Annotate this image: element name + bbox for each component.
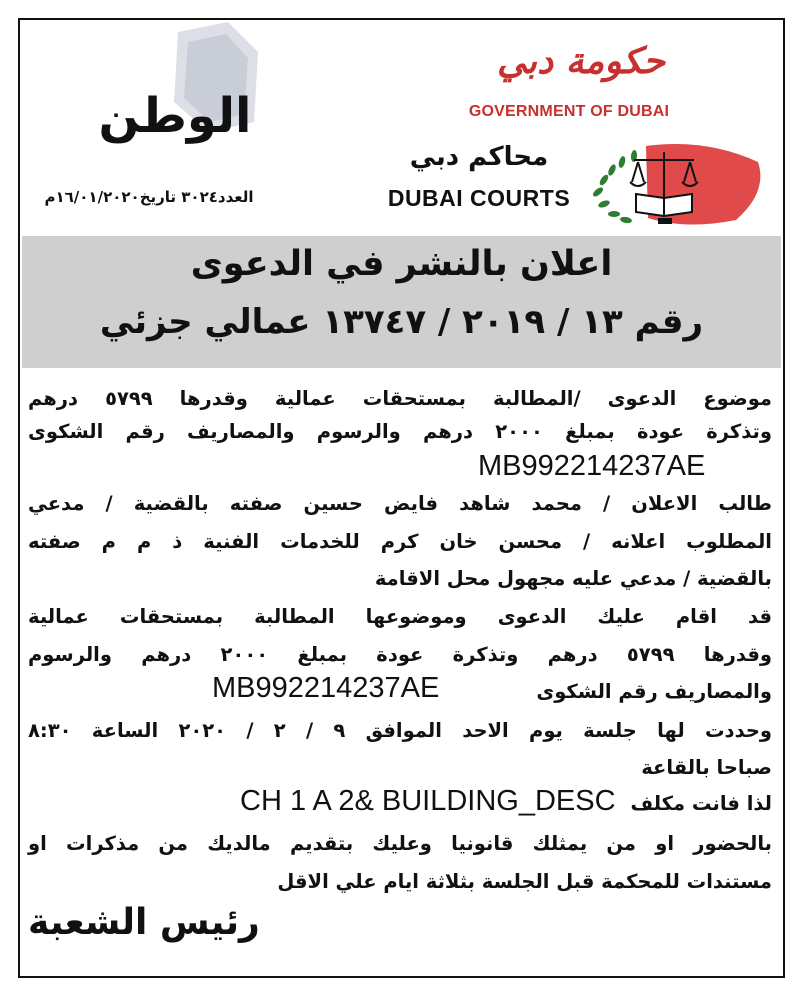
court-hall: CH 1 A 2& BUILDING_DESC bbox=[240, 785, 616, 817]
body-line-claim: قد اقام عليك الدعوى وموضوعها المطالبة بمستحقات عمالية bbox=[28, 605, 772, 628]
body-line-notice: لذا فانت مكلف bbox=[630, 792, 772, 815]
newspaper-issue-date: العدد٣٠٢٤ تاريخ١٦/٠١/٢٠٢٠م bbox=[44, 188, 254, 206]
body-line-documents: مستندات للمحكمة قبل الجلسة بثلاثة ايام علي الاقل bbox=[277, 870, 772, 893]
government-logo-english: GOVERNMENT OF DUBAI bbox=[468, 103, 670, 120]
body-line-defendant: المطلوب اعلانه / محسن خان كرم للخدمات الفنية ذ م م صفته bbox=[28, 530, 772, 553]
government-logo-arabic: حكومة دبي bbox=[497, 40, 665, 82]
body-line-plaintiff: طالب الاعلان / محمد شاهد فايض حسين صفته بالقضية / مدعي bbox=[28, 492, 772, 515]
announcement-title: اعلان بالنشر في الدعوى bbox=[190, 244, 613, 284]
body-line-subject: موضوع الدعوى /المطالبة بمستحقات عمالية وقدرها ٥٧٩٩ درهم bbox=[28, 387, 772, 410]
body-line-attendance: بالحضور او من يمثلك قانونيا وعليك بتقديم مالديك من مذكرات او bbox=[28, 832, 772, 855]
signature-section-head: رئيس الشعبة bbox=[28, 902, 260, 943]
body-line-expenses: والمصاريف رقم الشكوى bbox=[536, 680, 772, 703]
body-line-defendant-status: بالقضية / مدعي عليه مجهول محل الاقامة bbox=[374, 567, 772, 590]
body-line-ticket: وتذكرة عودة بمبلغ ٢٠٠٠ درهم والرسوم والمصاريف رقم الشكوى bbox=[28, 420, 772, 443]
courts-name-english: DUBAI COURTS bbox=[387, 185, 571, 211]
newspaper-name: الوطن bbox=[98, 88, 252, 144]
courts-name-arabic: محاكم دبي bbox=[409, 142, 549, 172]
courts-emblem-icon bbox=[586, 132, 768, 228]
complaint-code-repeat: MB992214237AE bbox=[212, 672, 440, 704]
body-line-morning: صباحا بالقاعة bbox=[641, 756, 772, 779]
complaint-code: MB992214237AE bbox=[478, 450, 706, 482]
body-line-amount: وقدرها ٥٧٩٩ درهم وتذكرة عودة بمبلغ ٢٠٠٠ درهم والرسوم bbox=[28, 643, 773, 666]
body-line-hearing: وحددت لها جلسة يوم الاحد الموافق ٩ / ٢ / ٢٠٢٠ الساعة ٨:٣٠ bbox=[28, 719, 773, 742]
case-number: رقم ١٣ / ٢٠١٩ / ١٣٧٤٧ عمالي جزئي bbox=[99, 302, 704, 342]
